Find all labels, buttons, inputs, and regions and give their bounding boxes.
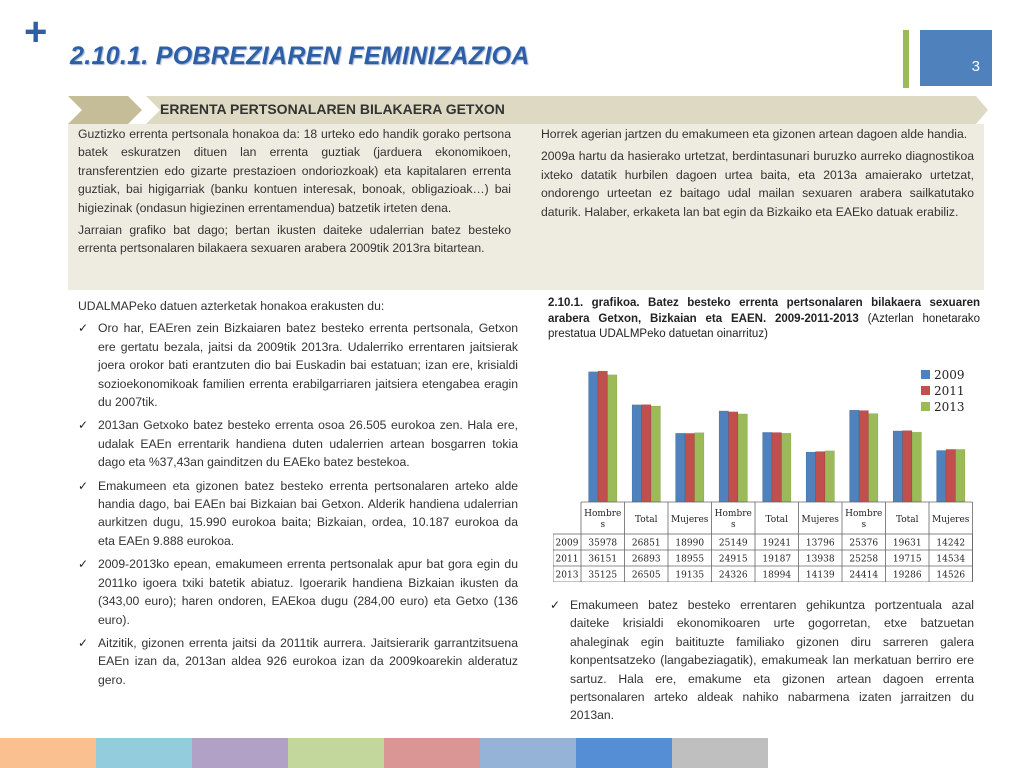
table-cell: 36151 bbox=[588, 554, 618, 565]
checkmark-icon: ✓ bbox=[78, 418, 89, 433]
table-cell: 19715 bbox=[892, 554, 922, 565]
table-row-label: 2011 bbox=[555, 554, 579, 565]
tick-label: Mujeres bbox=[671, 515, 709, 525]
plus-icon: + bbox=[24, 10, 48, 54]
chart-caption-source: (Azterlan honetarako prestatua UDALMPeko datuetan oinarrituz) bbox=[548, 312, 981, 340]
table-row-label: 2013 bbox=[555, 570, 579, 581]
table-cell: 24414 bbox=[849, 570, 879, 581]
tick-label: s bbox=[861, 520, 867, 530]
table-cell: 18994 bbox=[762, 570, 792, 581]
bar-2009-5 bbox=[806, 452, 816, 502]
intro-left-text bbox=[78, 125, 511, 262]
findings-list bbox=[78, 319, 518, 689]
intro-paragraph: 2009a hartu da hasierako urtetzat, berdintasunari buruzko aurreko diagnostikoa ixteko datatik hurbilen dagoen urtea baita, eta 2013a amaierako urtetzat, ondorengo urteetan ez baitago udal mailan sexuaren arabera sailkatutako daturik. Halaber, erkaketa lan bat egin da Bizkaiko eta EAEko datuak erabiliz. bbox=[541, 149, 974, 219]
tick-label: Total bbox=[765, 515, 789, 525]
tick-label: Mujeres bbox=[932, 515, 970, 525]
list-item: ✓ Emakumeen batez besteko errentaren gehikuntza portzentuala azal daiteke krisialdi ekonomikoaren urte gogorretan, etxe batzuetan ahaleginak egin baitituzte familiako gizonen diru sarreren galera konpentsatzeko (langabeziagatik), emakumeak lan merkatuan berriro ere sartuz. Hala ere, emakume eta gizonen artean dagoen errenta pertsonalaren arteko aldeak nahiko nabarmena izaten jarraitzen du 2013an. bbox=[550, 598, 974, 723]
bar-2009-4 bbox=[763, 432, 773, 502]
bar-2011-5 bbox=[816, 452, 826, 502]
legend-label-2009: 2009 bbox=[934, 368, 965, 382]
checkmark-icon: ✓ bbox=[550, 598, 561, 612]
bar-2013-6 bbox=[869, 414, 879, 502]
bottom-color-strip bbox=[0, 738, 768, 768]
strip-segment bbox=[288, 738, 384, 768]
page-title: 2.10.1. POBREZIAREN FEMINIZAZIOA bbox=[70, 42, 530, 70]
bar-2013-0 bbox=[608, 375, 618, 502]
list-item: ✓ Emakumeen eta gizonen batez besteko errenta pertsonalaren arteko alde handia dago, bai EAEn bai Bizkaian bai Getxon. Alderik handiena udalerrian aurkitzen dugu, 15.990 eurokoa baita; Bizkaian, ordea, 10.187 eurokoa da eta EAEn 9.888 eurokoa. bbox=[78, 478, 518, 548]
table-cell: 14242 bbox=[936, 538, 966, 549]
list-item: ✓ Aitzitik, gizonen errenta jaitsi da 2011tik aurrera. Jaitsierarik garrantzitsuena EAEn izan da, 2013an aldea 926 eurokoa izan da 2009koarekin alderatuz gero. bbox=[78, 635, 518, 687]
bar-2013-1 bbox=[651, 406, 661, 502]
bar-2011-2 bbox=[685, 433, 695, 502]
legend-label-2011: 2011 bbox=[934, 384, 965, 398]
bar-2011-7 bbox=[903, 431, 913, 502]
strip-segment bbox=[672, 738, 768, 768]
bar-2009-7 bbox=[893, 431, 903, 502]
checkmark-icon: ✓ bbox=[78, 635, 89, 650]
table-cell: 35125 bbox=[588, 570, 618, 581]
table-cell: 25258 bbox=[849, 554, 879, 565]
chart-comment bbox=[550, 596, 974, 730]
bar-2013-7 bbox=[912, 432, 922, 502]
intro-paragraph: Horrek agerian jartzen du emakumeen eta gizonen artean dagoen alde handia. bbox=[541, 127, 968, 141]
table-cell: 18990 bbox=[675, 538, 705, 549]
findings-intro: UDALMAPeko datuen azterketak honakoa erakusten du: bbox=[78, 299, 385, 313]
table-cell: 25149 bbox=[718, 538, 748, 549]
bar-2011-8 bbox=[946, 449, 956, 502]
table-cell: 19135 bbox=[675, 570, 705, 581]
strip-segment bbox=[480, 738, 576, 768]
intro-right-text bbox=[541, 125, 974, 225]
bar-2009-1 bbox=[632, 405, 642, 502]
legend-swatch-2013 bbox=[921, 402, 930, 411]
legend-swatch-2009 bbox=[921, 370, 930, 379]
strip-segment bbox=[192, 738, 288, 768]
legend-swatch-2011 bbox=[921, 386, 930, 395]
tick-label: s bbox=[730, 520, 736, 530]
table-cell: 13938 bbox=[805, 554, 835, 565]
income-bar-chart bbox=[553, 362, 983, 582]
table-cell: 14534 bbox=[936, 554, 966, 565]
intro-paragraph: Guztizko errenta pertsonala honakoa da: 18 urteko edo handik gorako pertsona batek eskuratzen dituen lan errenta guztiak (jarduera ekonomikoen, transferentzien edo gizarte prestazioen ondoriozkoak) eta kapitalaren errenta guztiak, bai higigarriak (banku kontuen interesak, bonoak, obligazioak…) bai higiezinak (ondasun higiezinen errentamendua) batzetik irteten dena. bbox=[78, 127, 511, 215]
table-cell: 19286 bbox=[892, 570, 922, 581]
table-row-label: 2009 bbox=[555, 538, 579, 549]
bar-2009-6 bbox=[850, 410, 860, 502]
findings-column bbox=[78, 297, 518, 694]
table-cell: 25376 bbox=[849, 538, 879, 549]
bar-2009-0 bbox=[589, 372, 599, 502]
strip-segment bbox=[96, 738, 192, 768]
tick-label: Hombre bbox=[845, 509, 883, 519]
table-cell: 19187 bbox=[762, 554, 792, 565]
checkmark-icon: ✓ bbox=[78, 478, 89, 493]
strip-segment bbox=[0, 738, 96, 768]
table-cell: 26505 bbox=[631, 570, 661, 581]
list-item: ✓ 2009-2013ko epean, emakumeen errenta pertsonalak apur bat gora egin du 2011ko igoera txiki batetik abiatuz. Igoerarik handiena Bizkaian ikusten da (343,00 euro); haren ondoren, EAEkoa dugu (284,00 euro) eta Getxo (136 euro). bbox=[78, 557, 518, 627]
bar-2011-1 bbox=[642, 405, 652, 502]
page-number-box bbox=[920, 30, 992, 86]
tick-label: Hombre bbox=[714, 509, 752, 519]
table-cell: 35978 bbox=[588, 538, 618, 549]
bar-2011-4 bbox=[772, 433, 782, 502]
table-cell: 14139 bbox=[805, 570, 835, 581]
table-cell: 24326 bbox=[718, 570, 748, 581]
bar-2009-8 bbox=[937, 450, 947, 502]
intro-paragraph: Jarraian grafiko bat dago; bertan ikusten daiteke udalerrian batez besteko errenta pertsonalaren bilakaera sexuaren arabera 2009tik 2013ra bitartean. bbox=[78, 223, 511, 256]
checkmark-icon: ✓ bbox=[78, 321, 89, 336]
bar-2013-2 bbox=[695, 433, 705, 502]
table-cell: 18955 bbox=[675, 554, 705, 565]
bar-2013-3 bbox=[738, 414, 748, 502]
page-number: 3 bbox=[971, 58, 980, 75]
title-divider bbox=[903, 30, 909, 88]
table-cell: 13796 bbox=[805, 538, 835, 549]
bar-2009-3 bbox=[719, 411, 729, 502]
tick-label: Mujeres bbox=[801, 515, 839, 525]
checkmark-icon: ✓ bbox=[78, 557, 89, 572]
bar-2011-3 bbox=[729, 412, 739, 502]
tick-label: s bbox=[600, 520, 606, 530]
bar-2013-4 bbox=[782, 433, 792, 502]
table-cell: 19631 bbox=[892, 538, 922, 549]
table-cell: 14526 bbox=[936, 570, 966, 581]
strip-segment bbox=[576, 738, 672, 768]
list-item: ✓ Oro har, EAEren zein Bizkaiaren batez besteko errenta pertsonala, Getxon ere gertatu bezala, jaitsi da 2009tik 2013ra. Udalerriko errentaren jaitsierak joera orokor bati erantzuten dio bai Euskadin bai estatuan; izan ere, krisialdi sozioekonomikoak familien errenta erabilgarriaren jaitsiera etengabea eragin du 2007tik. bbox=[78, 321, 518, 410]
tick-label: Total bbox=[895, 515, 919, 525]
bar-2011-6 bbox=[859, 411, 869, 502]
table-cell: 19241 bbox=[762, 538, 792, 549]
list-item: ✓ 2013an Getxoko batez besteko errenta osoa 26.505 eurokoa zen. Hala ere, udalak EAEn errentarik handiena duten udalerrien artean bosgarren tokia dago eta %37,43an gainditzen du EAEko batez bestekoa. bbox=[78, 418, 518, 470]
bar-2013-8 bbox=[956, 449, 966, 502]
chart-caption bbox=[548, 296, 980, 343]
legend-label-2013: 2013 bbox=[934, 400, 965, 414]
table-cell: 26851 bbox=[631, 538, 661, 549]
tick-label: Hombre bbox=[584, 509, 622, 519]
tick-label: Total bbox=[634, 515, 658, 525]
table-cell: 24915 bbox=[718, 554, 748, 565]
section-banner-title: ERRENTA PERTSONALAREN BILAKAERA GETXON bbox=[160, 101, 505, 117]
bar-2013-5 bbox=[825, 451, 835, 502]
table-cell: 26893 bbox=[631, 554, 661, 565]
chart-caption-title: 2.10.1. grafikoa. Batez besteko errenta pertsonalaren bilakaera sexuaren arabera Getxon, Bizkaian eta EAEN. 2009-2011-2013 bbox=[548, 297, 980, 325]
bar-2011-0 bbox=[598, 371, 608, 502]
strip-segment bbox=[384, 738, 480, 768]
bar-2009-2 bbox=[676, 433, 686, 502]
